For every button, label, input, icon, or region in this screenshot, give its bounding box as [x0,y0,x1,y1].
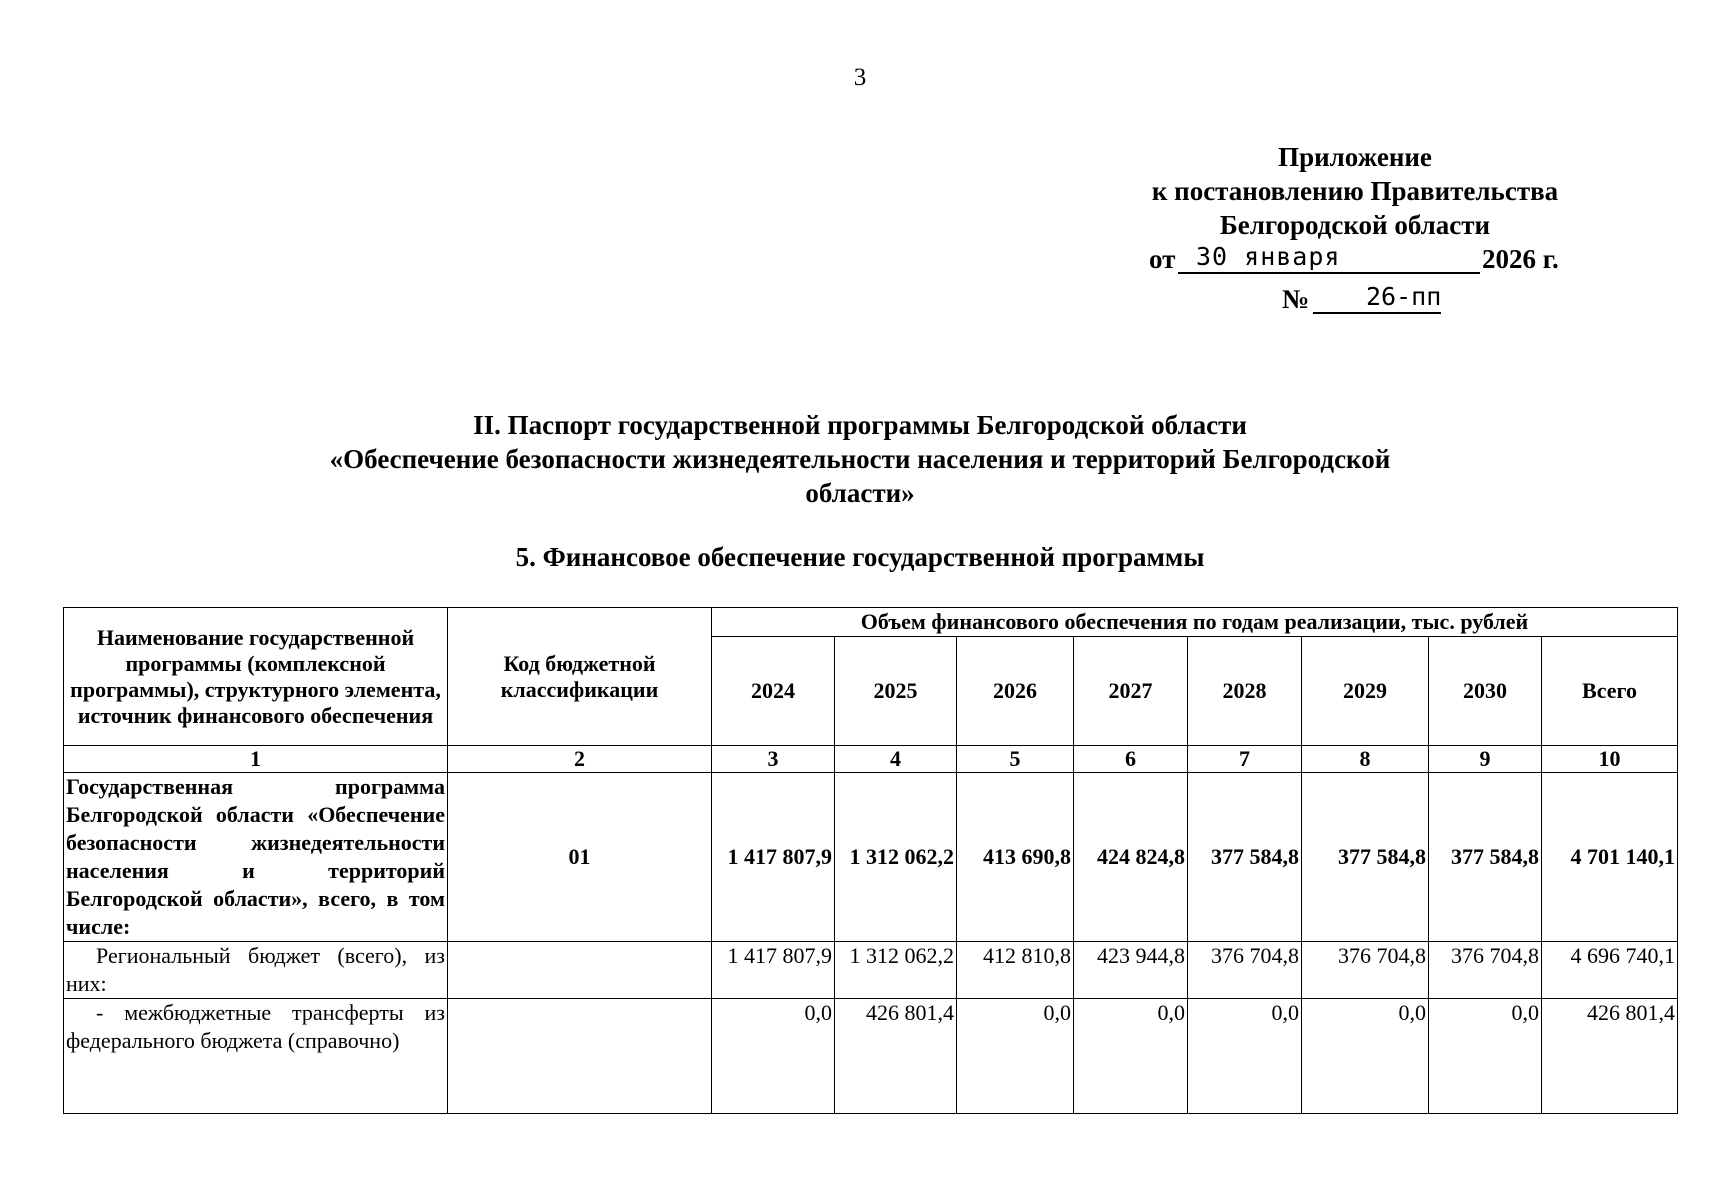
column-number: 6 [1074,746,1188,773]
value-cell: 376 704,8 [1302,942,1429,999]
table-row [64,773,1678,942]
date-prefix: от [1149,244,1176,274]
value-cell: 0,0 [1074,999,1188,1114]
column-number: 10 [1542,746,1678,773]
header-year-2030: 2030 [1429,637,1542,746]
header-total: Всего [1542,637,1678,746]
section-title-line1: II. Паспорт государственной программы Белгородской области [473,410,1247,440]
table-row [64,942,1678,999]
value-cell: 412 810,8 [957,942,1074,999]
value-cell: 1 312 062,2 [835,942,957,999]
column-number: 2 [448,746,712,773]
value-cell: 423 944,8 [1074,942,1188,999]
section-title-line2: «Обеспечение безопасности жизнедеятельности населения и территорий Белгородской [329,444,1391,474]
column-number: 8 [1302,746,1429,773]
value-cell: 0,0 [1302,999,1429,1114]
financing-table [63,607,1678,1114]
appendix-header [1130,140,1580,314]
header-code-cell: Код бюджетной классификации [448,608,712,746]
number-sign: № [1282,284,1310,314]
value-cell: 424 824,8 [1074,773,1188,942]
section-title-line3: области» [805,478,915,508]
row-name: Региональный бюджет (всего), из них: [64,942,448,999]
column-number: 4 [835,746,957,773]
section-title [250,408,1470,510]
header-volume-cell: Объем финансового обеспечения по годам реализации, тыс. рублей [712,608,1678,637]
header-year-2026: 2026 [957,637,1074,746]
value-cell: 413 690,8 [957,773,1074,942]
row-code [448,942,712,999]
value-cell: 377 584,8 [1429,773,1542,942]
total-cell: 426 801,4 [1542,999,1678,1114]
header-year-2028: 2028 [1188,637,1302,746]
column-number: 3 [712,746,835,773]
value-cell: 1 417 807,9 [712,942,835,999]
appendix-date-line [1130,242,1580,276]
date-year: 2026 г. [1482,244,1559,274]
header-year-2029: 2029 [1302,637,1429,746]
header-name-cell: Наименование государственной программы (комплексной программы), структурного элемента, источник финансового обеспечения [64,608,448,746]
table-row [64,999,1678,1114]
subsection-title: 5. Финансовое обеспечение государственной программы [515,542,1205,572]
row-code [448,999,712,1114]
appendix-number-line [1130,276,1580,314]
header-year-2027: 2027 [1074,637,1188,746]
page-number: 3 [853,64,867,91]
row-code: 01 [448,773,712,942]
value-cell: 0,0 [1429,999,1542,1114]
appendix-line3: Белгородской области [1219,210,1491,240]
value-cell: 376 704,8 [1429,942,1542,999]
column-number: 1 [64,746,448,773]
value-cell: 1 417 807,9 [712,773,835,942]
value-cell: 0,0 [712,999,835,1114]
value-cell: 1 312 062,2 [835,773,957,942]
header-year-2024: 2024 [712,637,835,746]
row-name: - межбюджетные трансферты из федерального бюджета (справочно) [64,999,448,1114]
total-cell: 4 701 140,1 [1542,773,1678,942]
number-value: 26-пп [1366,282,1442,311]
header-year-2025: 2025 [835,637,957,746]
date-value: 30 января [1196,242,1341,271]
column-number: 7 [1188,746,1302,773]
total-cell: 4 696 740,1 [1542,942,1678,999]
appendix-line2: к постановлению Правительства [1151,176,1559,206]
row-name: Государственная программа Белгородской области «Обеспечение безопасности жизнедеятельности населения и территорий Белгородской области», всего, в том числе: [64,773,448,942]
value-cell: 377 584,8 [1302,773,1429,942]
value-cell: 0,0 [1188,999,1302,1114]
column-number: 5 [957,746,1074,773]
appendix-title: Приложение [1278,142,1432,172]
value-cell: 0,0 [957,999,1074,1114]
value-cell: 377 584,8 [1188,773,1302,942]
value-cell: 376 704,8 [1188,942,1302,999]
column-number: 9 [1429,746,1542,773]
value-cell: 426 801,4 [835,999,957,1114]
